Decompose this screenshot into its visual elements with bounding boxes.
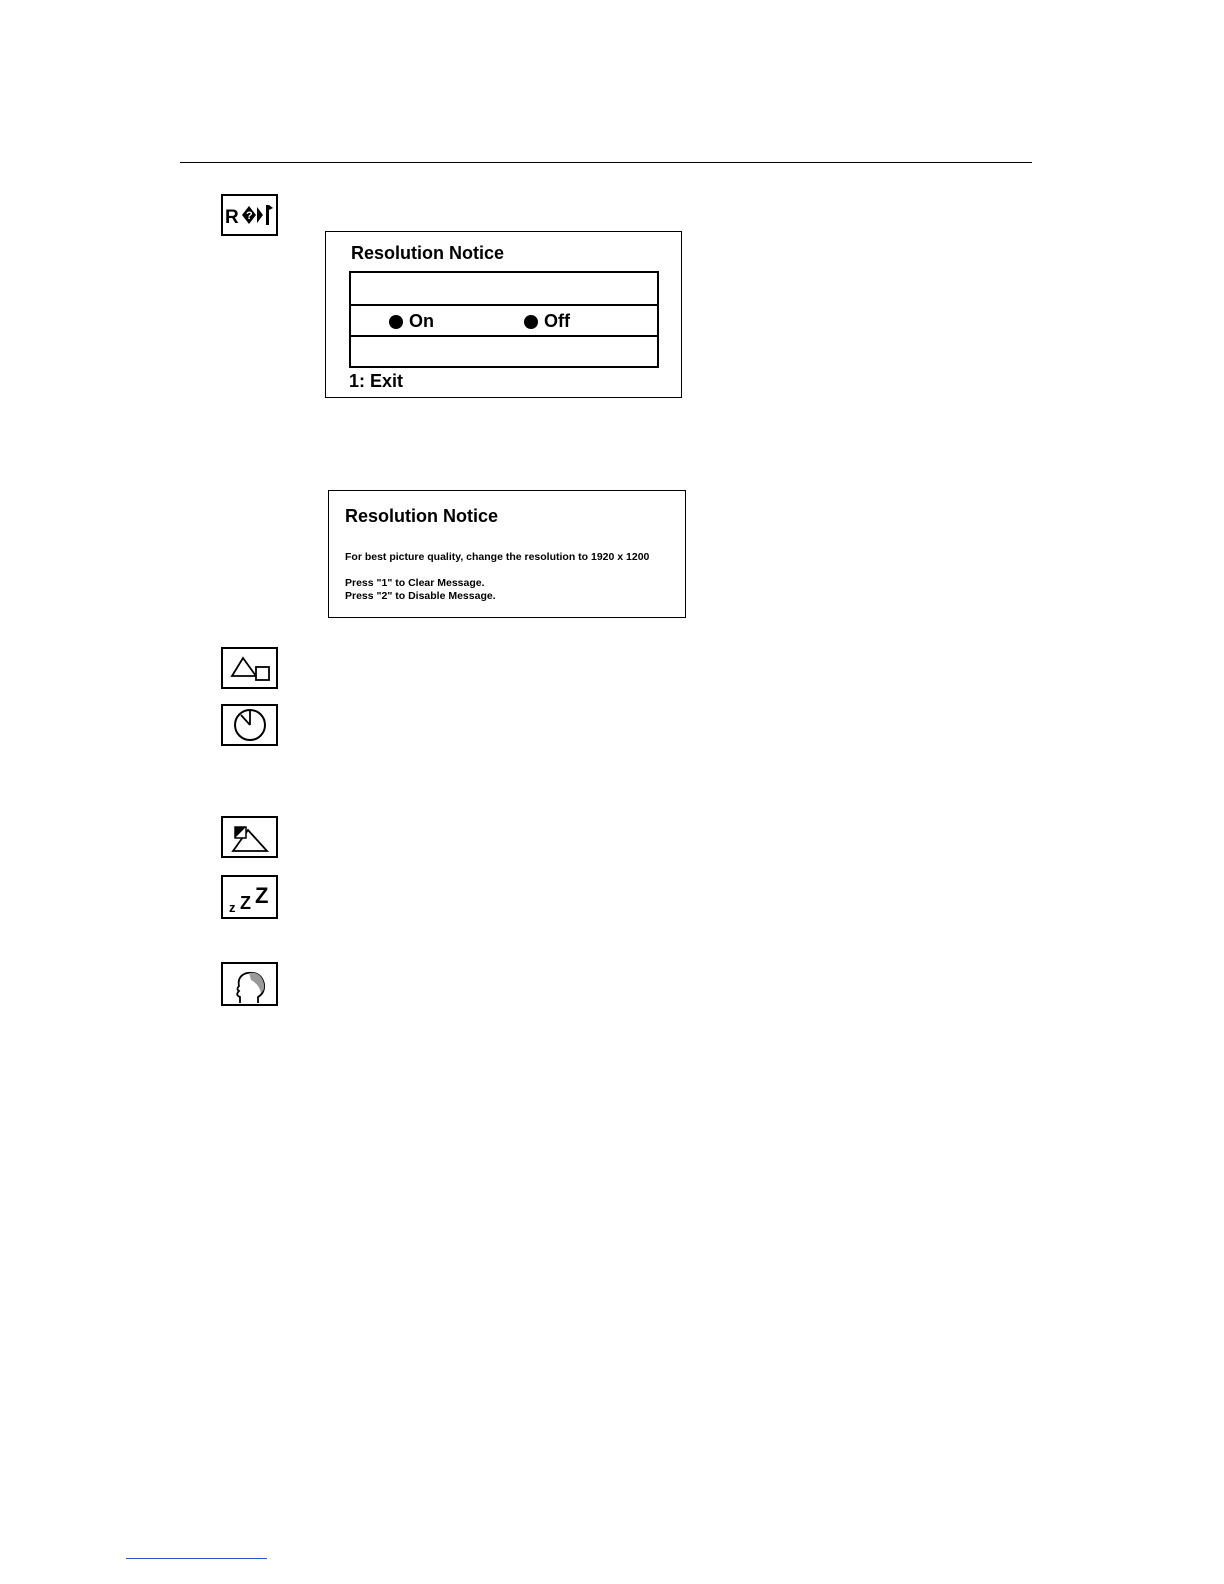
resolution-notice-icon xyxy=(221,194,278,236)
clock-icon xyxy=(221,704,278,746)
header-rule xyxy=(180,162,1032,163)
sleep-z-small: z xyxy=(229,900,236,915)
sleep-z-medium: Z xyxy=(240,893,251,913)
resolution-notice-message xyxy=(328,490,686,618)
resolution-notice-menu xyxy=(325,231,682,398)
shapes-icon xyxy=(221,647,278,689)
footer-rule xyxy=(126,1558,267,1559)
option-off-label: Off xyxy=(544,311,570,331)
option-table xyxy=(349,271,659,368)
sleep-icon xyxy=(221,875,278,919)
table-divider xyxy=(351,304,657,306)
option-on-label: On xyxy=(409,311,434,331)
message-title: Resolution Notice xyxy=(345,506,499,526)
menu-title: Resolution Notice xyxy=(351,243,505,263)
person-icon xyxy=(221,962,278,1006)
message-press-2: Press "2" to Disable Message. xyxy=(345,590,496,602)
image-icon xyxy=(221,816,278,858)
option-off[interactable] xyxy=(524,311,570,332)
radio-dot-icon xyxy=(524,315,538,329)
option-on[interactable] xyxy=(389,311,434,332)
table-divider xyxy=(351,335,657,337)
resolution-icon-letter: R xyxy=(225,207,239,228)
radio-dot-icon xyxy=(389,315,403,329)
sleep-z-large: Z xyxy=(255,883,269,908)
message-press-1: Press "1" to Clear Message. xyxy=(345,577,485,589)
svg-text:?: ? xyxy=(246,210,253,222)
exit-label: 1: Exit xyxy=(349,371,404,391)
message-body: For best picture quality, change the resolution to 1920 x 1200 xyxy=(345,551,650,563)
